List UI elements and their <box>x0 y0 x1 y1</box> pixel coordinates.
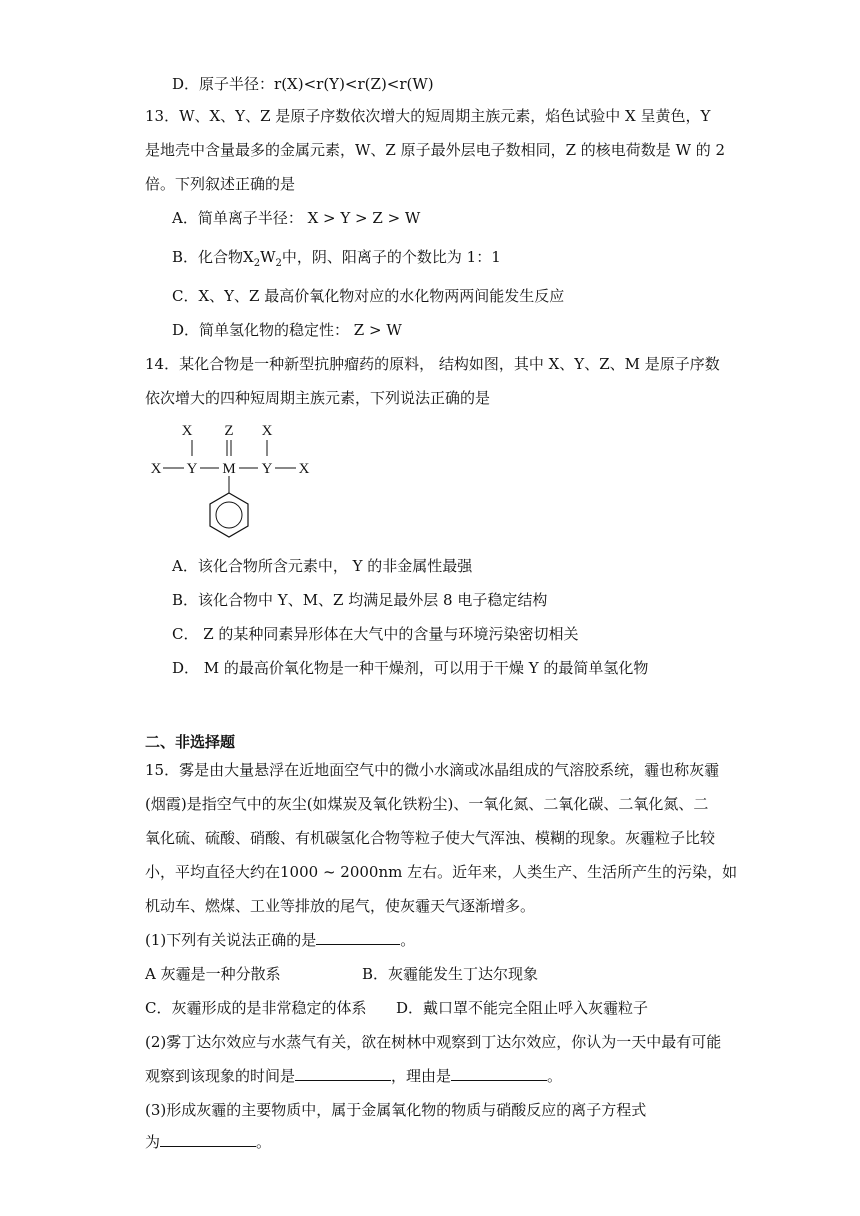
q13-option-b <box>172 247 501 274</box>
atom-y-right: Y <box>261 461 273 477</box>
q14-option-b: B．该化合物中 Y、M、Z 均满足最外层 8 电子稳定结构 <box>172 591 548 609</box>
q13-option-b-suffix: 中，阴、阳离子的个数比为 1：1 <box>281 248 501 266</box>
q15-sub3-line: (3)形成灰霾的主要物质中，属于金属氧化物的物质与硝酸反应的离子方程式 <box>145 1101 647 1119</box>
q15-option-c: C．灰霾形成的是非常稳定的体系 <box>145 999 367 1017</box>
q14-stem-line: 依次增大的四种短周期主族元素，下列说法正确的是 <box>145 389 491 407</box>
punctuation: 。 <box>400 931 416 949</box>
q14-option-c: C． Z 的某种同素异形体在大气中的含量与环境污染密切相关 <box>172 625 579 643</box>
q15-option-d: D．戴口罩不能完全阻止呼入灰霾粒子 <box>396 999 649 1017</box>
q15-sub2-line <box>145 1066 562 1086</box>
q15-sub3-prompt: 为 <box>145 1133 161 1151</box>
q13-stem-line: 13．W、X、Y、Z 是原子序数依次增大的短周期主族元素，焰色试验中 X 呈黄色，Y <box>145 107 711 125</box>
q14-stem-line: 14．某化合物是一种新型抗肿瘤药的原料， 结构如图，其中 X、Y、Z、M 是原子序数 <box>145 355 720 373</box>
answer-blank[interactable] <box>295 1066 391 1081</box>
punctuation: 。 <box>256 1133 272 1151</box>
q15-stem-line: 氧化硫、硫酸、硝酸、有机碳氢化合物等粒子使大气浑浊、模糊的现象。灰霾粒子比较 <box>145 829 716 847</box>
q13-stem-line: 是地壳中含量最多的金属元素，W、Z 原子最外层电子数相同，Z 的核电荷数是 W 的 2 <box>145 141 726 159</box>
q15-sub3-line <box>145 1132 271 1152</box>
q15-stem-line: 15．雾是由大量悬浮在近地面空气中的微小水滴或冰晶组成的气溶胶系统，霾也称灰霾 <box>145 761 720 779</box>
q13-option-d: D．简单氢化物的稳定性： Z > W <box>172 321 402 339</box>
formula-element-x: X <box>243 248 254 266</box>
atom-y-left: Y <box>186 461 198 477</box>
atom-x-right: X <box>298 461 310 477</box>
atom-x-top-right: X <box>261 423 273 439</box>
q13-stem-line: 倍。下列叙述正确的是 <box>145 175 296 193</box>
atom-x-left: X <box>150 461 162 477</box>
formula-element-w: W <box>260 248 276 266</box>
q13-option-c: C．X、Y、Z 最高价氧化物对应的水化物两两间能发生反应 <box>172 287 565 305</box>
punctuation: 。 <box>547 1067 563 1085</box>
q12-option-d: D．原子半径：r(X)<r(Y)<r(Z)<r(W) <box>172 75 434 93</box>
q14-structure-diagram <box>140 418 330 548</box>
benzene-aromatic-circle <box>216 502 242 528</box>
answer-blank[interactable] <box>316 930 400 945</box>
atom-m-center: M <box>222 461 236 477</box>
q15-sub1-prompt: (1)下列有关说法正确的是 <box>145 931 317 949</box>
q15-stem-line: 机动车、燃煤、工业等排放的尾气，使灰霾天气逐渐增多。 <box>145 897 536 915</box>
q15-option-b: B．灰霾能发生丁达尔现象 <box>362 965 539 983</box>
q15-stem-line: 小，平均直径大约在1000 ~ 2000nm 左右。近年来，人类生产、生活所产生的污染，如 <box>145 863 738 881</box>
atom-z-top: Z <box>224 423 234 439</box>
atom-x-top-left: X <box>181 423 193 439</box>
q13-option-a: A．简单离子半径： X > Y > Z > W <box>172 209 421 227</box>
q15-sub2-line: (2)雾丁达尔效应与水蒸气有关，欲在树林中观察到丁达尔效应，你认为一天中最有可能 <box>145 1033 722 1051</box>
answer-blank[interactable] <box>160 1132 256 1147</box>
formula-subscript: 2 <box>253 258 261 269</box>
q14-option-a: A．该化合物所含元素中， Y 的非金属性最强 <box>172 557 473 575</box>
q15-option-a: A 灰霾是一种分散系 <box>145 965 281 983</box>
q15-sub2-reason-label: ，理由是 <box>391 1067 452 1085</box>
q15-sub2-prompt: 观察到该现象的时间是 <box>145 1067 296 1085</box>
formula-subscript: 2 <box>275 258 282 269</box>
q14-option-d: D． M 的最高价氧化物是一种干燥剂，可以用于干燥 Y 的最简单氢化物 <box>172 659 649 677</box>
q15-sub1 <box>145 930 415 950</box>
q13-option-b-prefix: B．化合物 <box>172 248 244 266</box>
q15-stem-line: (烟霞)是指空气中的灰尘(如煤炭及氧化铁粉尘)、一氧化氮、二氧化碳、二氧化氮、二 <box>145 795 709 813</box>
section-title: 二、非选择题 <box>145 733 236 751</box>
answer-blank[interactable] <box>451 1066 547 1081</box>
